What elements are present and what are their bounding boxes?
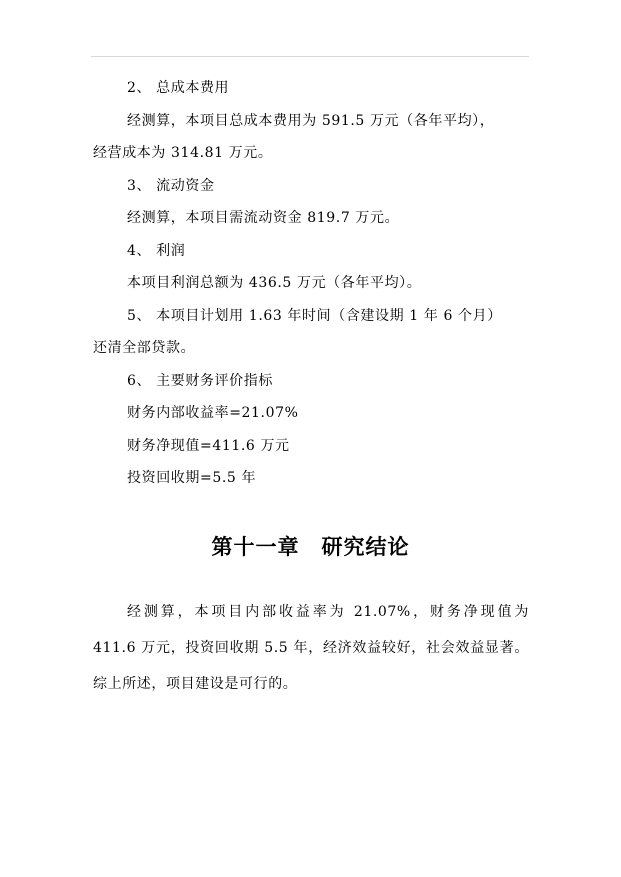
header-rule <box>91 56 529 57</box>
indicator-payback-period: 投资回收期=5.5 年 <box>127 470 257 486</box>
total-cost-text-line2: 经营成本为 314.81 万元。 <box>93 145 273 161</box>
conclusion-paragraph: 经测算，本项目内部收益率为 21.07%，财务净现值为 411.6 万元，投资回收期 5.5 年，经济效益较好，社会效益显著。综上所述，项目建设是可行的。 <box>93 604 529 692</box>
heading-total-cost: 2、 总成本费用 <box>127 80 230 96</box>
heading-working-capital: 3、 流动资金 <box>127 177 215 194</box>
chapter-title: 第十一章 研究结论 <box>211 535 410 559</box>
repayment-text-line2: 还清全部贷款。 <box>93 340 196 356</box>
repayment-text-line1: 5、 本项目计划用 1.63 年时间（含建设期 1 年 6 个月） <box>127 307 502 324</box>
financial-summary-section <box>93 72 529 495</box>
working-capital-text: 经测算，本项目需流动资金 819.7 万元。 <box>127 210 400 226</box>
indicator-irr: 财务内部收益率=21.07% <box>127 405 299 421</box>
conclusion-section <box>93 594 529 702</box>
indicator-npv: 财务净现值=411.6 万元 <box>127 437 290 454</box>
heading-profit: 4、 利润 <box>127 242 186 259</box>
heading-financial-indicators: 6、 主要财务评价指标 <box>127 372 273 389</box>
profit-text: 本项目利润总额为 436.5 万元（各年平均）。 <box>127 275 422 291</box>
total-cost-text-line1: 经测算，本项目总成本费用为 591.5 万元（各年平均）， <box>127 112 495 129</box>
